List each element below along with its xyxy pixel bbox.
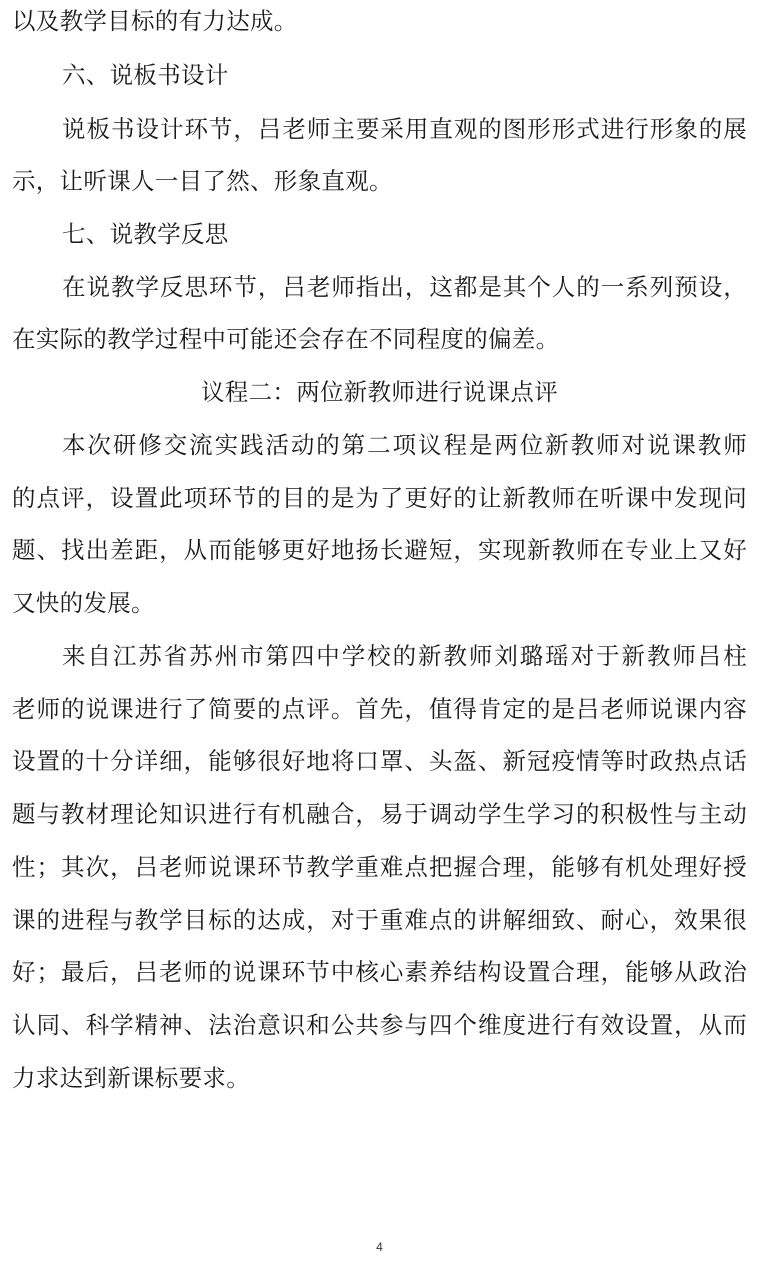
section-heading-reflection: 七、说教学反思 (62, 220, 229, 248)
paragraph-line: 好；最后，吕老师的说课环节中核心素养结构设置合理，能够从政治 (12, 958, 747, 986)
page-number: 4 (376, 1240, 383, 1254)
paragraph-line: 本次研修交流实践活动的第二项议程是两位新教师对说课教师 (62, 431, 747, 459)
paragraph-line: 的点评，设置此项环节的目的是为了更好的让新教师在听课中发现问 (12, 484, 747, 512)
paragraph-line: 在说教学反思环节，吕老师指出，这都是其个人的一系列预设， (62, 273, 747, 301)
paragraph-line: 说板书设计环节，吕老师主要采用直观的图形形式进行形象的展 (62, 115, 747, 143)
paragraph-line: 又快的发展。 (12, 589, 155, 617)
paragraph-line: 示，让听课人一目了然、形象直观。 (12, 167, 393, 195)
paragraph-line: 认同、科学精神、法治意识和公共参与四个维度进行有效设置，从而 (12, 1011, 747, 1039)
paragraph-line: 题、找出差距，从而能够更好地扬长避短，实现新教师在专业上又好 (12, 536, 747, 564)
paragraph-line: 设置的十分详细，能够很好地将口罩、头盔、新冠疫情等时政热点话 (12, 747, 747, 775)
section-heading-board-design: 六、说板书设计 (62, 61, 229, 89)
paragraph-line: 在实际的教学过程中可能还会存在不同程度的偏差。 (12, 325, 560, 353)
paragraph-line: 老师的说课进行了简要的点评。首先，值得肯定的是吕老师说课内容 (12, 695, 747, 723)
paragraph-line: 以及教学目标的有力达成。 (12, 7, 298, 35)
paragraph-line: 课的进程与教学目标的达成，对于重难点的讲解细致、耐心，效果很 (12, 906, 747, 934)
agenda-heading: 议程二：两位新教师进行说课点评 (201, 378, 558, 406)
paragraph-line: 性；其次，吕老师说课环节教学重难点把握合理，能够有机处理好授 (12, 853, 747, 881)
paragraph-line: 来自江苏省苏州市第四中学校的新教师刘璐瑶对于新教师吕柱 (62, 642, 747, 670)
paragraph-line: 题与教材理论知识进行有机融合，易于调动学生学习的积极性与主动 (12, 800, 747, 828)
paragraph-line: 力求达到新课标要求。 (12, 1064, 250, 1092)
